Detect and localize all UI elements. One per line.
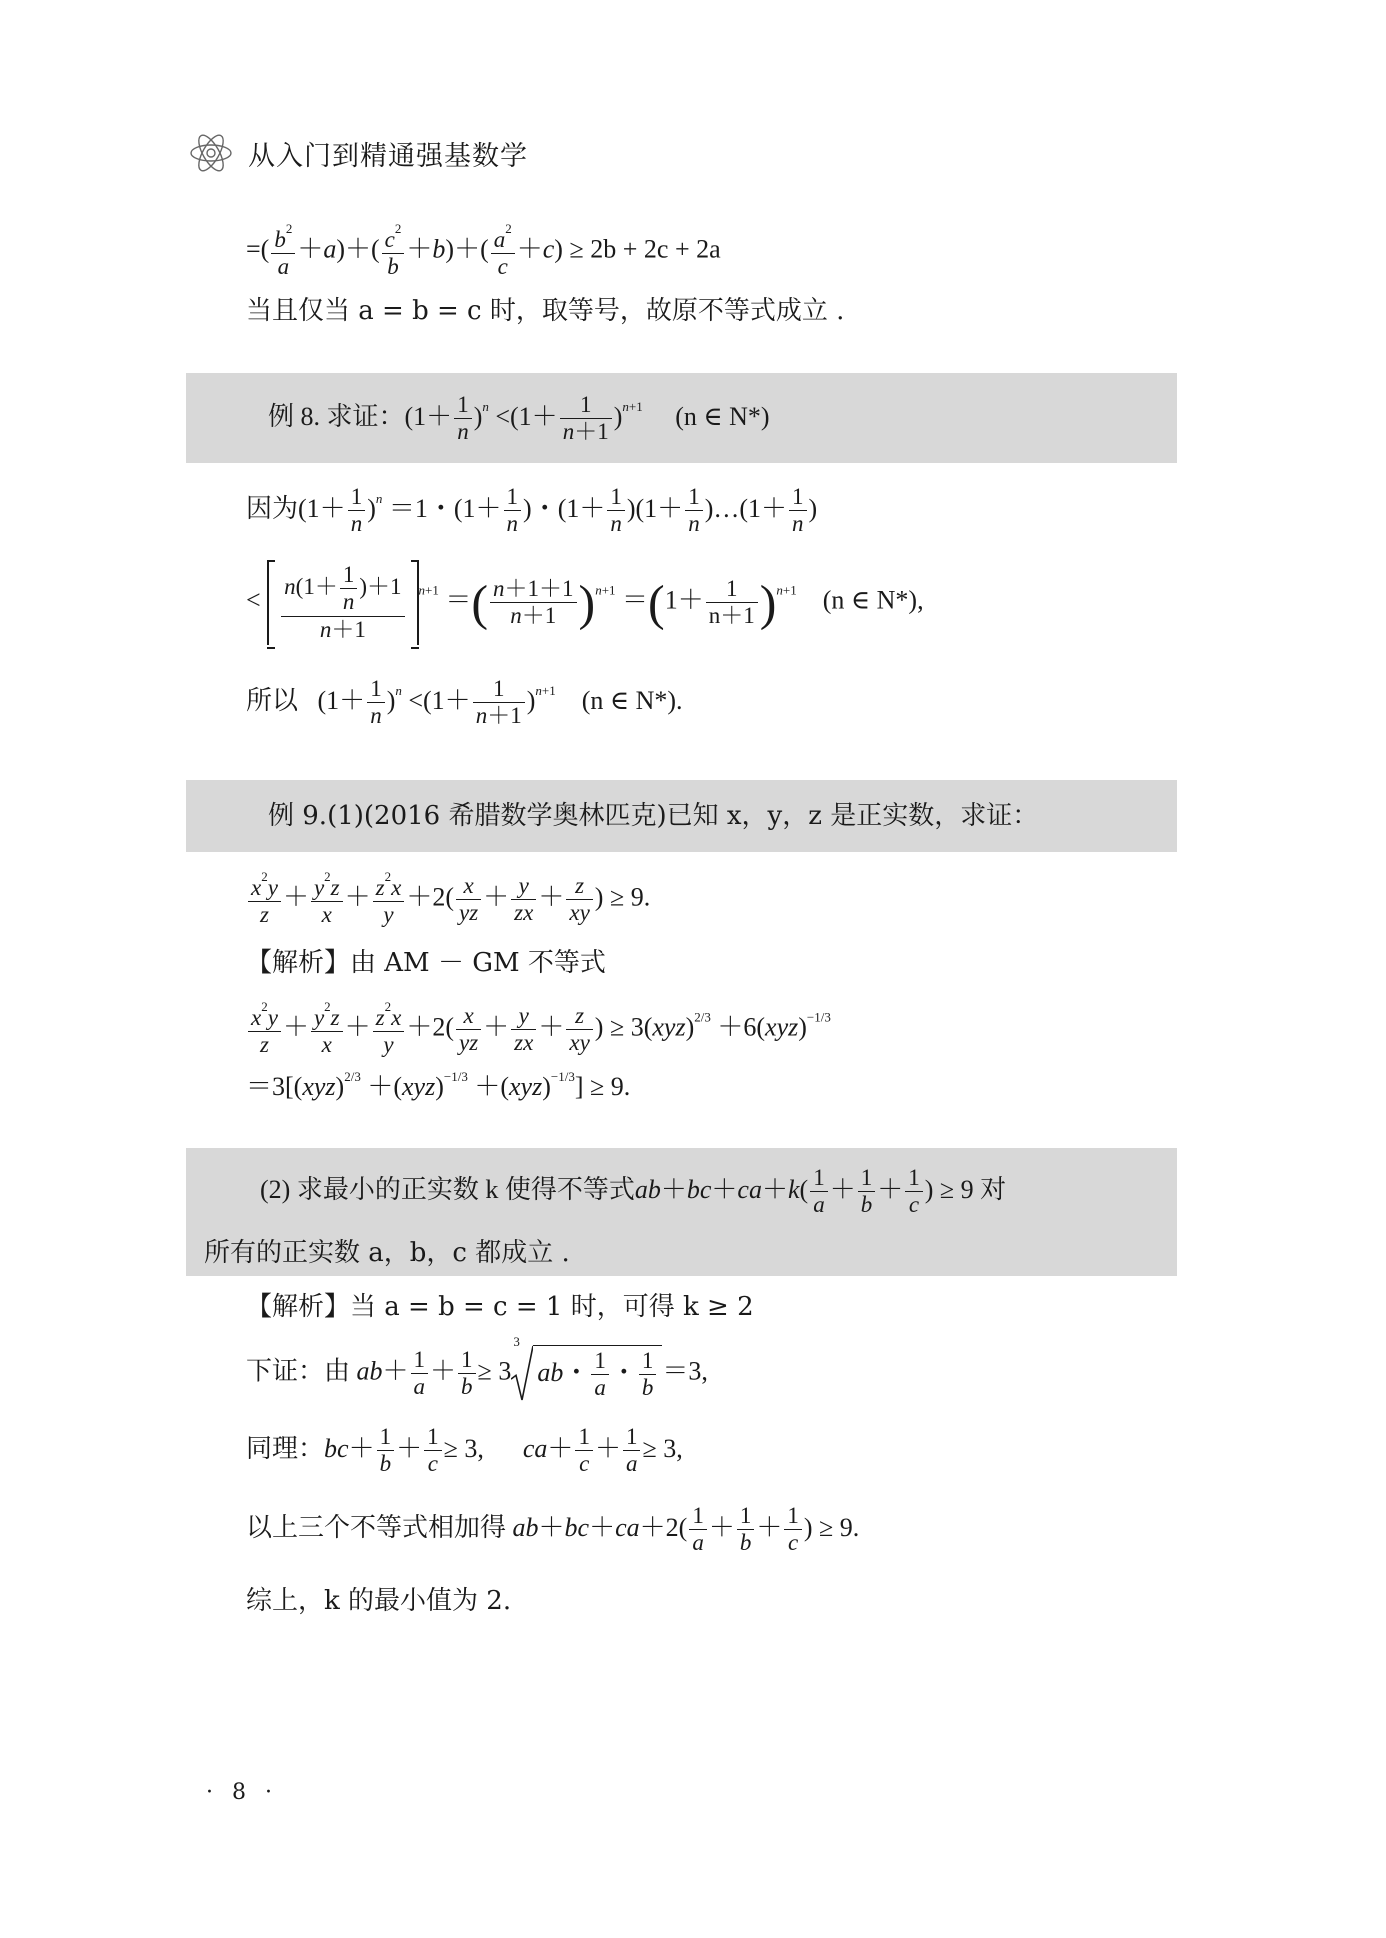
running-header [188, 128, 528, 178]
conclusion-text: 当且仅当 a = b = c 时，取等号，故原不等式成立 . [246, 296, 845, 326]
part-2-line1: (2) 求最小的正实数 k 使得不等式ab＋bc＋ca＋k( $\frac{1}{a}$ ＋ $\frac{1}{b}$ ＋ $\frac{1}{c}$ ) ≥ 9 对 [260, 1165, 1007, 1218]
so-line: 所以 (1＋ $\frac{1}{n}$ )$^n$ <(1＋ $\frac{1}{n+1}$ )$^{n+1}$ (n ∈ N*). [246, 676, 683, 729]
example-8-statement: 例 8. 求证：(1＋ $\frac{1}{n}$ )$^n$ <(1＋ $\frac{1}{n+1}$ )$^{n+1}$ (n ∈ N*) [268, 392, 770, 445]
analysis-2: 【解析】当 a = b = c = 1 时，可得 k ≥ 2 [246, 1292, 754, 1322]
analysis-1-step1: $\frac{x^2y}{z}$ ＋ $\frac{y^2z}{x}$ ＋ $\frac{z^2x}{y}$ ＋2( $\frac{x}{yz}$ ＋ $\frac{y}{zx}$ ＋ $\frac{z}{xy}$ ) ≥ 3(xyz)$^{2/3}$ ＋6(xyz)$^{-1/3}$ [246, 1000, 831, 1059]
book-title: 从入门到精通强基数学 [248, 140, 528, 172]
page-number: · 8 · [206, 1780, 278, 1805]
atom-icon [188, 130, 234, 176]
part-2-line2: 所有的正实数 a，b，c 都成立 . [204, 1238, 570, 1268]
because-line: 因为(1＋ $\frac{1}{n}$ )$^n$ ＝1・(1＋ $\frac{1}{n}$ )・(1＋ $\frac{1}{n}$ )(1＋ $\frac{1}{n}$ )…(1＋ $\frac{1}{n}$ ) [246, 484, 818, 537]
prove-line: 下证：由 ab＋ $\frac{1}{a}$ ＋ $\frac{1}{b}$ ≥ 3 3 ab・ $\frac{1}{a}$ ・ $\frac{1}{b}$ ＝3, [246, 1334, 708, 1401]
example-9-inequality: $\frac{x^2y}{z}$ ＋ $\frac{y^2z}{x}$ ＋ $\frac{z^2x}{y}$ ＋2( $\frac{x}{yz}$ ＋ $\frac{y}{zx}$ ＋ $\frac{z}{xy}$ ) ≥ 9. [246, 870, 650, 929]
similarly-line: 同理：bc＋ $\frac{1}{b}$ ＋ $\frac{1}{c}$ ≥ 3, ca＋ $\frac{1}{c}$ ＋ $\frac{1}{a}$ ≥ 3, [246, 1424, 683, 1477]
example-9-statement: 例 9.(1)(2016 希腊数学奥林匹克)已知 x，y，z 是正实数，求证： [268, 801, 1039, 831]
cube-root: 3 ab・ $\frac{1}{a}$ ・ $\frac{1}{b}$ [511, 1345, 662, 1402]
analysis-1: 【解析】由 AM － GM 不等式 [246, 948, 606, 978]
sum-line: 以上三个不等式相加得 ab＋bc＋ca＋2( $\frac{1}{a}$ ＋ $\frac{1}{b}$ ＋ $\frac{1}{c}$ ) ≥ 9. [246, 1503, 860, 1556]
bracket-line: < n(1＋ $\frac{1}{n}$ )＋1 n＋1 $^{n+1}$ ＝( $\frac{n+1+1}{n+1}$ )$^{n+1}$ ＝(1＋ $\frac{1}{n+1}$ )$^{n+1}$ (n ∈ N*), [246, 560, 924, 645]
analysis-1-step2: ＝3[(xyz)$^{2/3}$ ＋(xyz)$^{-1/3}$ ＋(xyz)$^{-1/3}$] ≥ 9. [246, 1069, 631, 1101]
summary-line: 综上，k 的最小值为 2. [246, 1586, 512, 1616]
equation-line: =( $\frac{b^2}{a}$ ＋a)＋( $\frac{c^2}{b}$ ＋b)＋( $\frac{a^2}{c}$ ＋c) ≥ 2b + 2c + 2a [246, 221, 721, 280]
